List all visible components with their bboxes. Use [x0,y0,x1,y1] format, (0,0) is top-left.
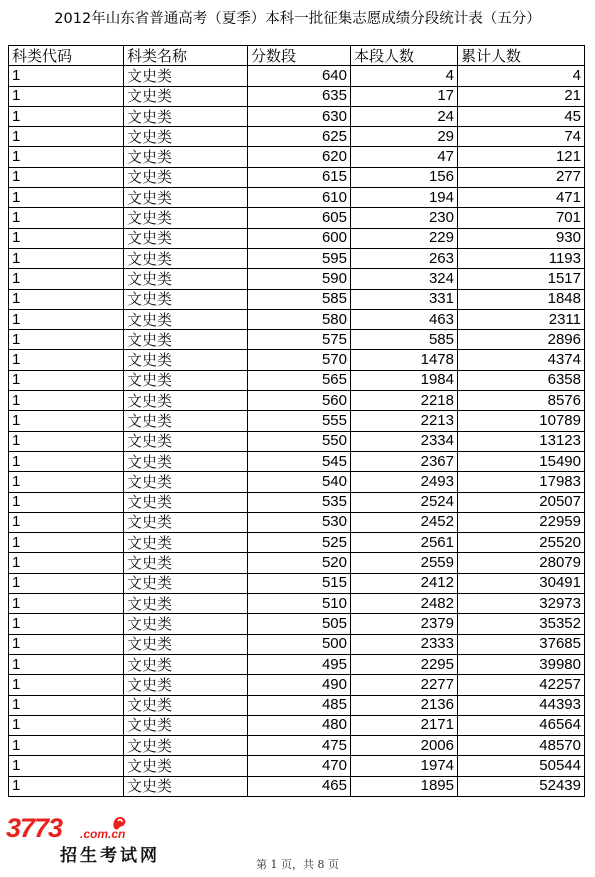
cell-subject-code: 1 [9,675,124,695]
cell-subject-name: 文史类 [124,715,248,735]
cell-score-band: 605 [248,208,351,228]
cell-cumulative-count: 52439 [458,776,585,796]
cell-cumulative-count: 15490 [458,451,585,471]
cell-score-band: 635 [248,86,351,106]
cell-subject-code: 1 [9,228,124,248]
cell-subject-name: 文史类 [124,228,248,248]
cell-subject-name: 文史类 [124,269,248,289]
cell-cumulative-count: 2896 [458,330,585,350]
header-band-count: 本段人数 [351,46,458,66]
cell-score-band: 540 [248,472,351,492]
cell-cumulative-count: 22959 [458,512,585,532]
table-row [9,573,585,593]
cell-cumulative-count: 471 [458,188,585,208]
cell-subject-code: 1 [9,208,124,228]
cell-subject-name: 文史类 [124,147,248,167]
cell-cumulative-count: 17983 [458,472,585,492]
cell-subject-name: 文史类 [124,106,248,126]
cell-score-band: 550 [248,431,351,451]
table-row [9,167,585,187]
header-subject-code: 科类代码 [9,46,124,66]
cell-cumulative-count: 121 [458,147,585,167]
cell-band-count: 230 [351,208,458,228]
cell-subject-code: 1 [9,309,124,329]
cell-cumulative-count: 28079 [458,553,585,573]
cell-score-band: 465 [248,776,351,796]
cell-band-count: 2171 [351,715,458,735]
cell-subject-name: 文史类 [124,350,248,370]
cell-band-count: 2561 [351,533,458,553]
cell-score-band: 510 [248,594,351,614]
cell-cumulative-count: 6358 [458,370,585,390]
cell-subject-name: 文史类 [124,573,248,593]
cell-band-count: 2559 [351,553,458,573]
cell-score-band: 555 [248,411,351,431]
cell-band-count: 2006 [351,736,458,756]
cell-subject-name: 文史类 [124,248,248,268]
cell-cumulative-count: 20507 [458,492,585,512]
cell-band-count: 156 [351,167,458,187]
cell-subject-name: 文史类 [124,391,248,411]
cell-score-band: 590 [248,269,351,289]
table-row [9,634,585,654]
cell-subject-code: 1 [9,736,124,756]
cell-band-count: 4 [351,66,458,86]
table-row [9,553,585,573]
table-row [9,472,585,492]
table-row [9,512,585,532]
cell-cumulative-count: 45 [458,106,585,126]
cell-score-band: 520 [248,553,351,573]
cell-subject-code: 1 [9,106,124,126]
cell-band-count: 324 [351,269,458,289]
cell-subject-name: 文史类 [124,127,248,147]
cell-subject-name: 文史类 [124,614,248,634]
cell-band-count: 24 [351,106,458,126]
cell-subject-name: 文史类 [124,512,248,532]
cell-band-count: 2367 [351,451,458,471]
cell-cumulative-count: 277 [458,167,585,187]
cell-subject-name: 文史类 [124,594,248,614]
table-row [9,736,585,756]
table-row [9,614,585,634]
cell-band-count: 2452 [351,512,458,532]
watermark-subtitle: 招生考试网 [60,846,160,866]
cell-subject-code: 1 [9,756,124,776]
cell-subject-code: 1 [9,289,124,309]
cell-band-count: 2482 [351,594,458,614]
cell-band-count: 463 [351,309,458,329]
cell-subject-code: 1 [9,330,124,350]
table-row [9,654,585,674]
cell-cumulative-count: 50544 [458,756,585,776]
table-row [9,715,585,735]
cell-subject-code: 1 [9,248,124,268]
cell-score-band: 620 [248,147,351,167]
cell-band-count: 2524 [351,492,458,512]
table-row [9,269,585,289]
table-row [9,391,585,411]
cell-subject-code: 1 [9,188,124,208]
cell-score-band: 560 [248,391,351,411]
cell-subject-name: 文史类 [124,86,248,106]
table-row [9,695,585,715]
cell-subject-code: 1 [9,492,124,512]
cell-subject-code: 1 [9,715,124,735]
cell-cumulative-count: 701 [458,208,585,228]
cell-subject-code: 1 [9,66,124,86]
cell-cumulative-count: 42257 [458,675,585,695]
cell-subject-name: 文史类 [124,553,248,573]
cell-band-count: 263 [351,248,458,268]
cell-band-count: 585 [351,330,458,350]
cell-subject-code: 1 [9,573,124,593]
table-body [9,66,585,797]
cell-subject-code: 1 [9,167,124,187]
cell-subject-code: 1 [9,86,124,106]
cell-band-count: 1478 [351,350,458,370]
cell-cumulative-count: 32973 [458,594,585,614]
cell-subject-code: 1 [9,147,124,167]
cell-score-band: 610 [248,188,351,208]
cell-score-band: 630 [248,106,351,126]
cell-cumulative-count: 30491 [458,573,585,593]
cell-subject-code: 1 [9,776,124,796]
table-row [9,127,585,147]
cell-subject-name: 文史类 [124,776,248,796]
page-footer: 第 1 页，共 8 页 [256,858,339,871]
cell-subject-code: 1 [9,391,124,411]
cell-score-band: 575 [248,330,351,350]
cell-cumulative-count: 21 [458,86,585,106]
cell-subject-code: 1 [9,411,124,431]
cell-score-band: 585 [248,289,351,309]
header-cumulative-count: 累计人数 [458,46,585,66]
cell-subject-name: 文史类 [124,370,248,390]
cell-band-count: 2277 [351,675,458,695]
cell-cumulative-count: 1517 [458,269,585,289]
cell-subject-name: 文史类 [124,492,248,512]
table-row [9,248,585,268]
cell-score-band: 495 [248,654,351,674]
cell-subject-name: 文史类 [124,330,248,350]
cell-subject-code: 1 [9,370,124,390]
table-row [9,594,585,614]
cell-score-band: 535 [248,492,351,512]
table-row [9,451,585,471]
cell-cumulative-count: 8576 [458,391,585,411]
cell-score-band: 515 [248,573,351,593]
page-title: 2012年山东省普通高考（夏季）本科一批征集志愿成绩分段统计表（五分） [54,11,541,27]
cell-cumulative-count: 1193 [458,248,585,268]
cell-subject-name: 文史类 [124,533,248,553]
cell-score-band: 565 [248,370,351,390]
cell-cumulative-count: 4 [458,66,585,86]
cell-cumulative-count: 39980 [458,654,585,674]
cell-score-band: 475 [248,736,351,756]
cell-cumulative-count: 48570 [458,736,585,756]
table-row [9,533,585,553]
cell-score-band: 505 [248,614,351,634]
cell-band-count: 29 [351,127,458,147]
cell-subject-name: 文史类 [124,472,248,492]
cell-subject-name: 文史类 [124,167,248,187]
cell-cumulative-count: 1848 [458,289,585,309]
cell-band-count: 1974 [351,756,458,776]
cell-band-count: 1895 [351,776,458,796]
cell-cumulative-count: 13123 [458,431,585,451]
cell-score-band: 500 [248,634,351,654]
cell-cumulative-count: 25520 [458,533,585,553]
cell-subject-name: 文史类 [124,695,248,715]
cell-subject-name: 文史类 [124,411,248,431]
table-row [9,66,585,86]
cell-subject-name: 文史类 [124,208,248,228]
cell-score-band: 625 [248,127,351,147]
cell-subject-code: 1 [9,695,124,715]
cell-subject-code: 1 [9,594,124,614]
cell-score-band: 580 [248,309,351,329]
table-row [9,330,585,350]
cell-score-band: 490 [248,675,351,695]
table-row [9,147,585,167]
table-row [9,431,585,451]
watermark-number: 3773 [6,813,63,843]
cell-band-count: 2218 [351,391,458,411]
cell-subject-code: 1 [9,614,124,634]
cell-subject-name: 文史类 [124,309,248,329]
cell-cumulative-count: 930 [458,228,585,248]
table-row [9,350,585,370]
table-row [9,370,585,390]
cell-subject-name: 文史类 [124,654,248,674]
cell-subject-name: 文史类 [124,431,248,451]
table-row [9,675,585,695]
table-row [9,756,585,776]
cell-score-band: 485 [248,695,351,715]
cell-subject-name: 文史类 [124,188,248,208]
cell-score-band: 640 [248,66,351,86]
cell-score-band: 595 [248,248,351,268]
cell-score-band: 480 [248,715,351,735]
cell-cumulative-count: 74 [458,127,585,147]
watermark-url: .com.cn [80,827,126,841]
cell-subject-code: 1 [9,472,124,492]
cell-subject-name: 文史类 [124,451,248,471]
cell-cumulative-count: 37685 [458,634,585,654]
cell-cumulative-count: 4374 [458,350,585,370]
cell-band-count: 2136 [351,695,458,715]
cell-subject-name: 文史类 [124,634,248,654]
cell-subject-code: 1 [9,654,124,674]
table-row [9,228,585,248]
cell-subject-code: 1 [9,451,124,471]
cell-subject-name: 文史类 [124,675,248,695]
cell-subject-code: 1 [9,431,124,451]
cell-cumulative-count: 44393 [458,695,585,715]
cell-band-count: 2334 [351,431,458,451]
score-distribution-table [8,45,585,797]
cell-subject-name: 文史类 [124,66,248,86]
cell-band-count: 2295 [351,654,458,674]
cell-band-count: 2493 [351,472,458,492]
cell-band-count: 229 [351,228,458,248]
cell-score-band: 525 [248,533,351,553]
cell-band-count: 2412 [351,573,458,593]
table-row [9,106,585,126]
cell-score-band: 545 [248,451,351,471]
table-row [9,208,585,228]
cell-band-count: 194 [351,188,458,208]
table-row [9,492,585,512]
table-row [9,289,585,309]
cell-score-band: 570 [248,350,351,370]
table-row [9,776,585,796]
cell-subject-code: 1 [9,127,124,147]
cell-subject-code: 1 [9,350,124,370]
cell-band-count: 47 [351,147,458,167]
cell-cumulative-count: 2311 [458,309,585,329]
table-header-row [9,46,585,66]
cell-subject-code: 1 [9,634,124,654]
table-row [9,188,585,208]
table-row [9,411,585,431]
cell-band-count: 2379 [351,614,458,634]
cell-subject-code: 1 [9,512,124,532]
cell-subject-name: 文史类 [124,289,248,309]
cell-band-count: 1984 [351,370,458,390]
cell-subject-code: 1 [9,533,124,553]
cell-subject-code: 1 [9,269,124,289]
cell-subject-code: 1 [9,553,124,573]
cell-score-band: 470 [248,756,351,776]
cell-subject-name: 文史类 [124,756,248,776]
cell-score-band: 600 [248,228,351,248]
cell-cumulative-count: 35352 [458,614,585,634]
table-row [9,86,585,106]
header-subject-name: 科类名称 [124,46,248,66]
cell-score-band: 615 [248,167,351,187]
cell-score-band: 530 [248,512,351,532]
cell-subject-name: 文史类 [124,736,248,756]
header-score-band: 分数段 [248,46,351,66]
cell-band-count: 331 [351,289,458,309]
cell-cumulative-count: 10789 [458,411,585,431]
cell-band-count: 2333 [351,634,458,654]
cell-cumulative-count: 46564 [458,715,585,735]
table-row [9,309,585,329]
cell-band-count: 17 [351,86,458,106]
cell-band-count: 2213 [351,411,458,431]
